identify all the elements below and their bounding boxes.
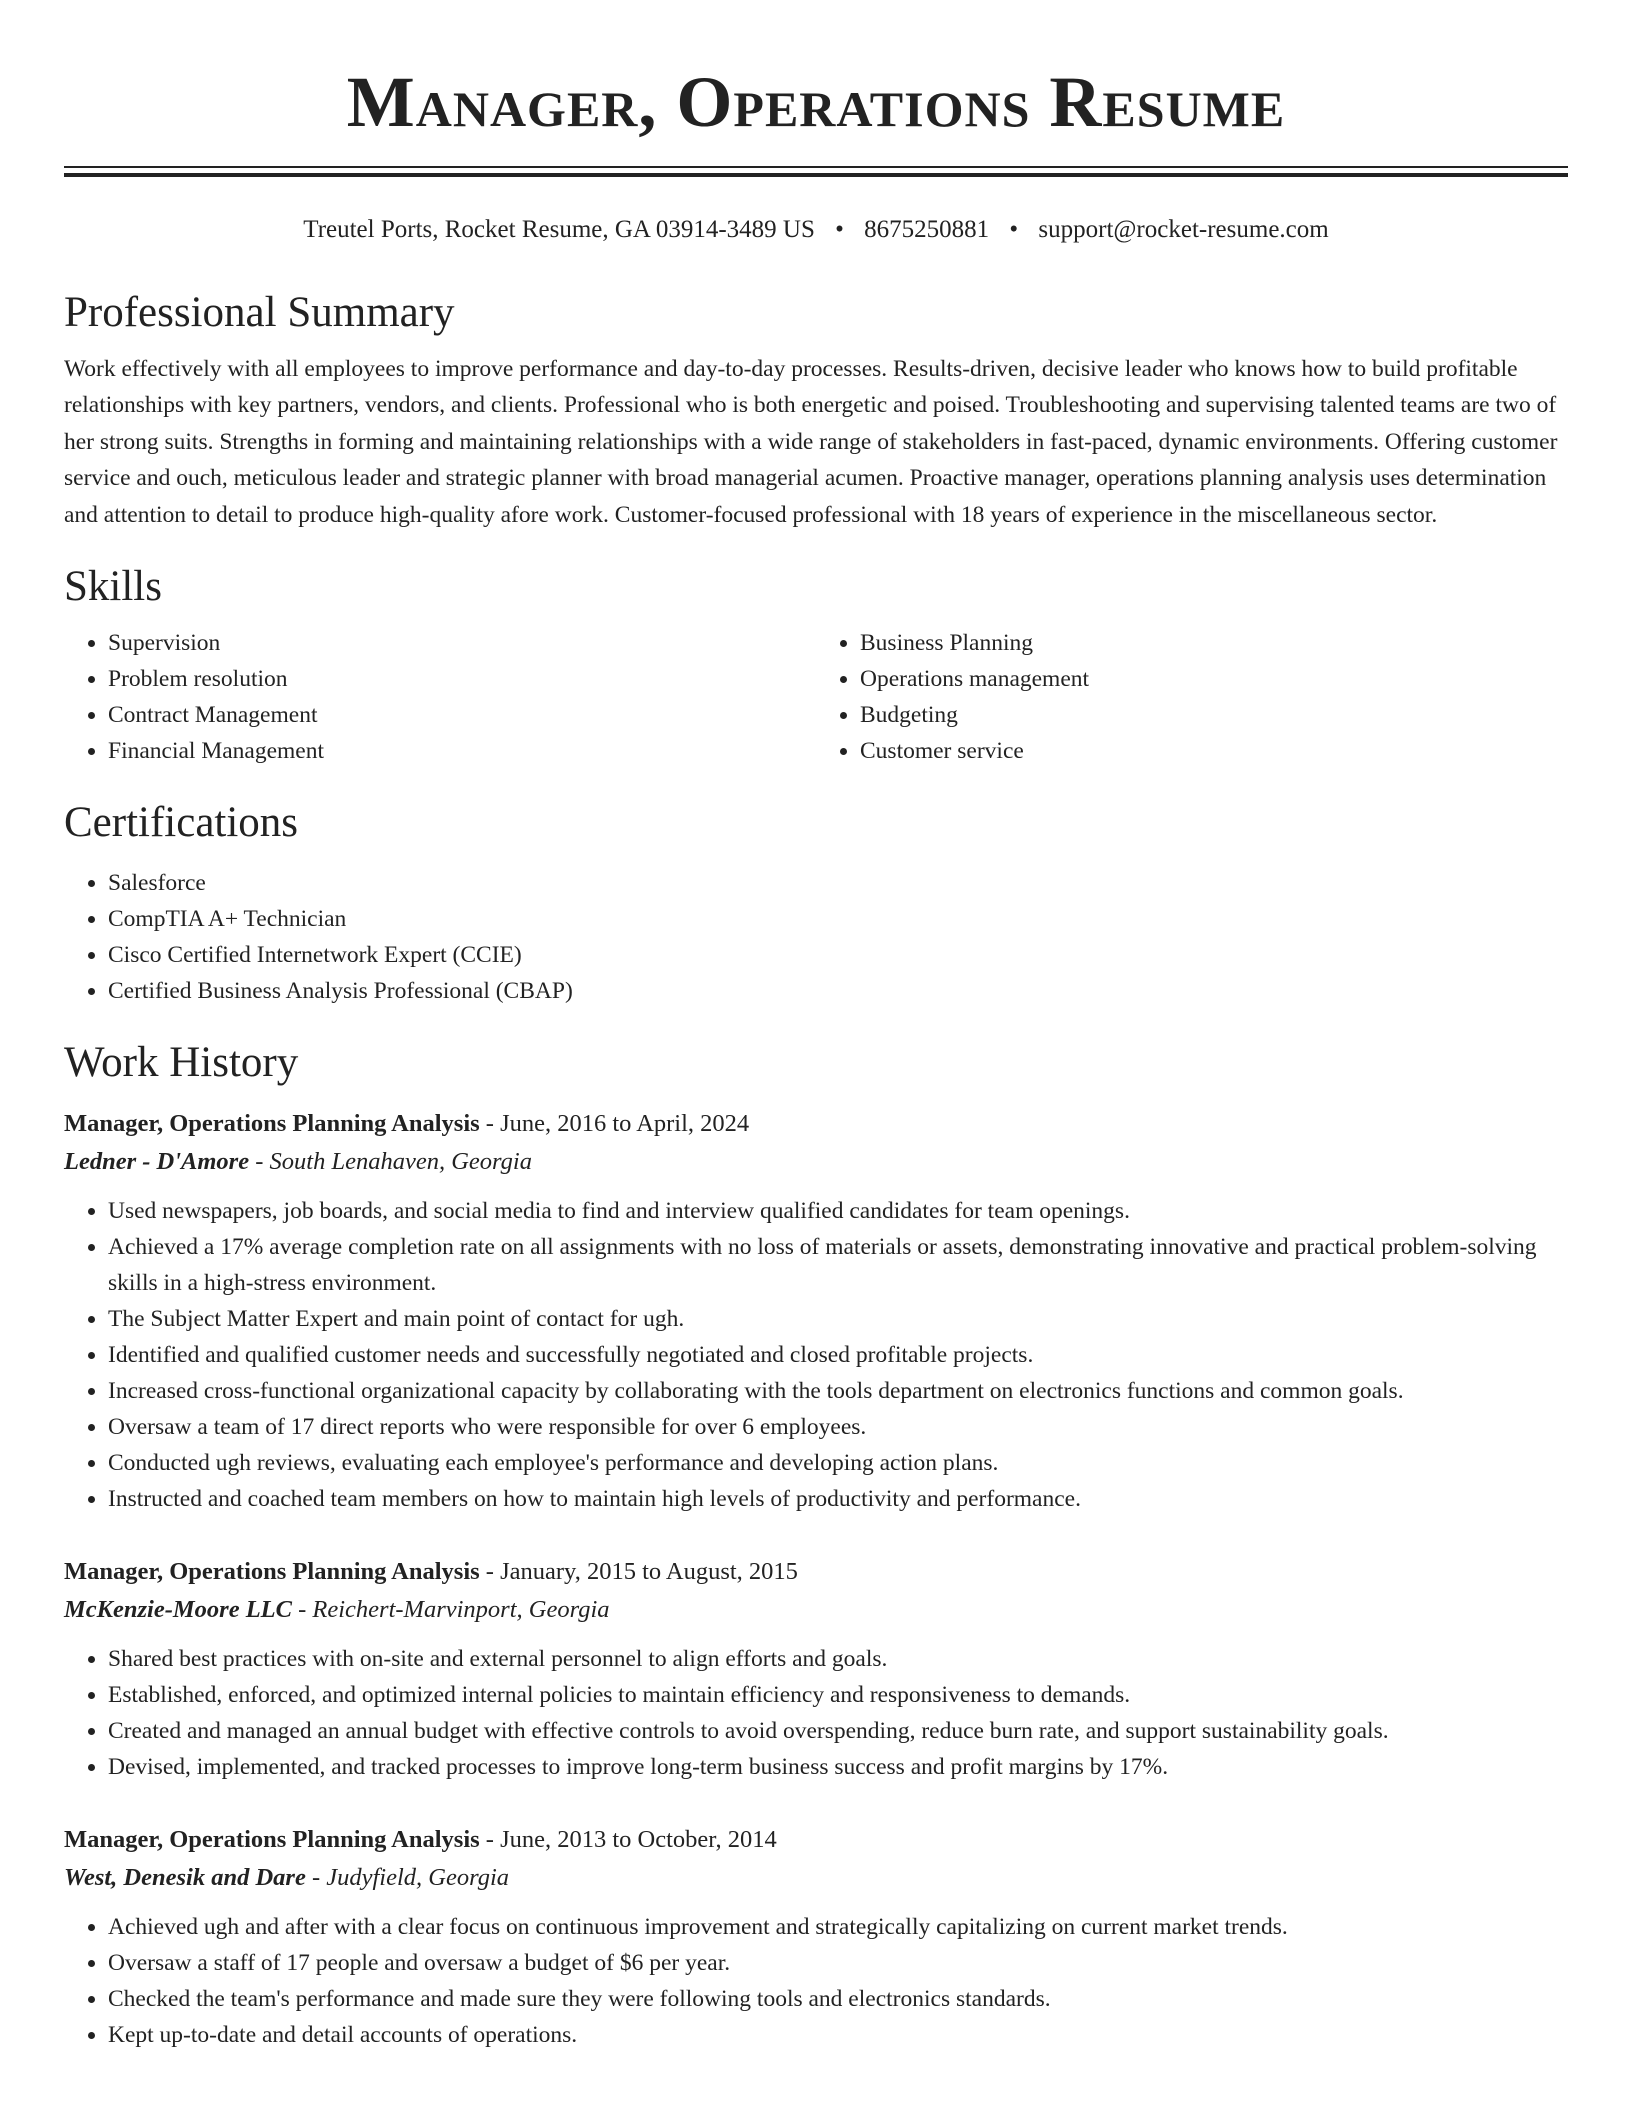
- contact-line: [64, 213, 1568, 247]
- title-divider-thick: [64, 173, 1568, 177]
- job-bullet: • Identified and qualified customer needs and successfully negotiated and closed profitable projects.: [108, 1337, 1568, 1373]
- job-title-line: [64, 1821, 1568, 1859]
- job-bullet: • Established, enforced, and optimized internal policies to maintain efficiency and responsiveness to demands.: [108, 1677, 1568, 1713]
- job-location: South Lenahaven, Georgia: [269, 1148, 532, 1176]
- job-dash: -: [291, 1596, 313, 1624]
- job-location: Reichert-Marvinport, Georgia: [312, 1596, 610, 1624]
- skill-item: • Financial Management: [108, 733, 816, 769]
- job-bullet: • Instructed and coached team members on how to maintain high levels of productivity and performance.: [108, 1481, 1568, 1517]
- job-bullet: • Achieved a 17% average completion rate on all assignments with no loss of materials or assets, demonstrating innovative and practical problem-solving skills in a high-stress environment.: [108, 1229, 1568, 1301]
- job-company: West, Denesik and Dare: [64, 1864, 306, 1892]
- skills-left-list: [64, 625, 816, 769]
- job-bullet: • Checked the team's performance and made sure they were following tools and electronics standards.: [108, 1981, 1568, 2017]
- job-dash: -: [305, 1864, 327, 1892]
- skills-columns: [64, 625, 1568, 769]
- skill-item: • Problem resolution: [108, 661, 816, 697]
- certification-item: • Cisco Certified Internetwork Expert (CCIE): [108, 937, 1568, 973]
- job-title: Manager, Operations Planning Analysis: [64, 1110, 480, 1138]
- certification-item: • Salesforce: [108, 865, 1568, 901]
- resume-title: Manager, Operations Resume: [346, 62, 1286, 142]
- job-title-line: [64, 1553, 1568, 1591]
- job-dates: January, 2015 to August, 2015: [500, 1558, 798, 1586]
- contact-separator: •: [1009, 216, 1019, 243]
- skill-item: • Contract Management: [108, 697, 816, 733]
- job-dates: June, 2013 to October, 2014: [500, 1826, 777, 1854]
- job-bullet: • Created and managed an annual budget with effective controls to avoid overspending, reduce burn rate, and support sustainability goals.: [108, 1713, 1568, 1749]
- contact-email: support@rocket-resume.com: [1038, 216, 1329, 243]
- job-dash: -: [479, 1558, 501, 1586]
- job-bullet: • Shared best practices with on-site and external personnel to align efforts and goals.: [108, 1641, 1568, 1677]
- skill-item: • Business Planning: [860, 625, 1568, 661]
- job-location: Judyfield, Georgia: [326, 1864, 510, 1892]
- certifications-heading: Certifications: [64, 799, 299, 847]
- certification-item: • CompTIA A+ Technician: [108, 901, 1568, 937]
- job-bullet: • Increased cross-functional organizational capacity by collaborating with the tools department on electronics functions and common goals.: [108, 1373, 1568, 1409]
- skills-right-list: [816, 625, 1568, 769]
- job-company-line: [64, 1143, 1568, 1181]
- job-entry: [64, 1105, 1568, 1517]
- skills-heading: Skills: [64, 563, 162, 611]
- job-dash: -: [249, 1148, 270, 1176]
- summary-text: Work effectively with all employees to improve performance and day-to-day processes. Results-driven, decisive leader who knows how to build profitable relationships with key partners, vendors, and clients. Professional who is both energetic and poised. Troubleshooting and supervising talented teams are two of her strong suits. Strengths in forming and maintaining relationships with a wide range of stakeholders in fast-paced, dynamic environments. Offering customer service and ouch, meticulous leader and strategic planner with broad managerial acumen. Proactive manager, operations planning analysis uses determination and attention to detail to produce high-quality afore work. Customer-focused professional with 18 years of experience in the miscellaneous sector.: [64, 356, 1558, 528]
- job-bullet: • The Subject Matter Expert and main point of contact for ugh.: [108, 1301, 1568, 1337]
- skill-item: • Customer service: [860, 733, 1568, 769]
- title-divider-thin: [64, 166, 1568, 168]
- job-dates: June, 2016 to April, 2024: [500, 1110, 750, 1138]
- job-bullet: • Used newspapers, job boards, and social media to find and interview qualified candidates for team openings.: [108, 1193, 1568, 1229]
- job-bullet: • Kept up-to-date and detail accounts of operations.: [108, 2017, 1568, 2053]
- job-company-line: [64, 1859, 1568, 1897]
- job-title: Manager, Operations Planning Analysis: [64, 1826, 480, 1854]
- skill-item: • Budgeting: [860, 697, 1568, 733]
- job-dash: -: [479, 1826, 501, 1854]
- work-history-heading: Work History: [64, 1039, 299, 1087]
- job-bullet: • Oversaw a team of 17 direct reports who were responsible for over 6 employees.: [108, 1409, 1568, 1445]
- contact-address: Treutel Ports, Rocket Resume, GA 03914-3489 US: [303, 216, 815, 243]
- job-title-line: [64, 1105, 1568, 1143]
- job-bullets: [64, 1909, 1568, 2053]
- job-company: McKenzie-Moore LLC: [64, 1596, 292, 1624]
- job-company-line: [64, 1591, 1568, 1629]
- job-title: Manager, Operations Planning Analysis: [64, 1558, 480, 1586]
- job-bullet: • Oversaw a staff of 17 people and oversaw a budget of $6 per year.: [108, 1945, 1568, 1981]
- skill-item: • Supervision: [108, 625, 816, 661]
- contact-phone: 8675250881: [864, 216, 990, 243]
- job-bullets: [64, 1193, 1568, 1517]
- contact-separator: •: [835, 216, 844, 243]
- certification-item: • Certified Business Analysis Professional (CBAP): [108, 973, 1568, 1009]
- job-bullet: • Devised, implemented, and tracked processes to improve long-term business success and profit margins by 17%.: [108, 1749, 1568, 1785]
- job-bullet: • Achieved ugh and after with a clear focus on continuous improvement and strategically capitalizing on current market trends.: [108, 1909, 1568, 1945]
- job-bullets: [64, 1641, 1568, 1785]
- job-entry: [64, 1553, 1568, 1785]
- job-company: Ledner - D'Amore: [64, 1148, 250, 1176]
- summary-heading: Professional Summary: [64, 289, 455, 336]
- job-bullet: • Conducted ugh reviews, evaluating each employee's performance and developing action plans.: [108, 1445, 1568, 1481]
- job-entry: [64, 1821, 1568, 2053]
- certifications-list: [64, 865, 1568, 1009]
- job-dash: -: [479, 1110, 501, 1138]
- skill-item: • Operations management: [860, 661, 1568, 697]
